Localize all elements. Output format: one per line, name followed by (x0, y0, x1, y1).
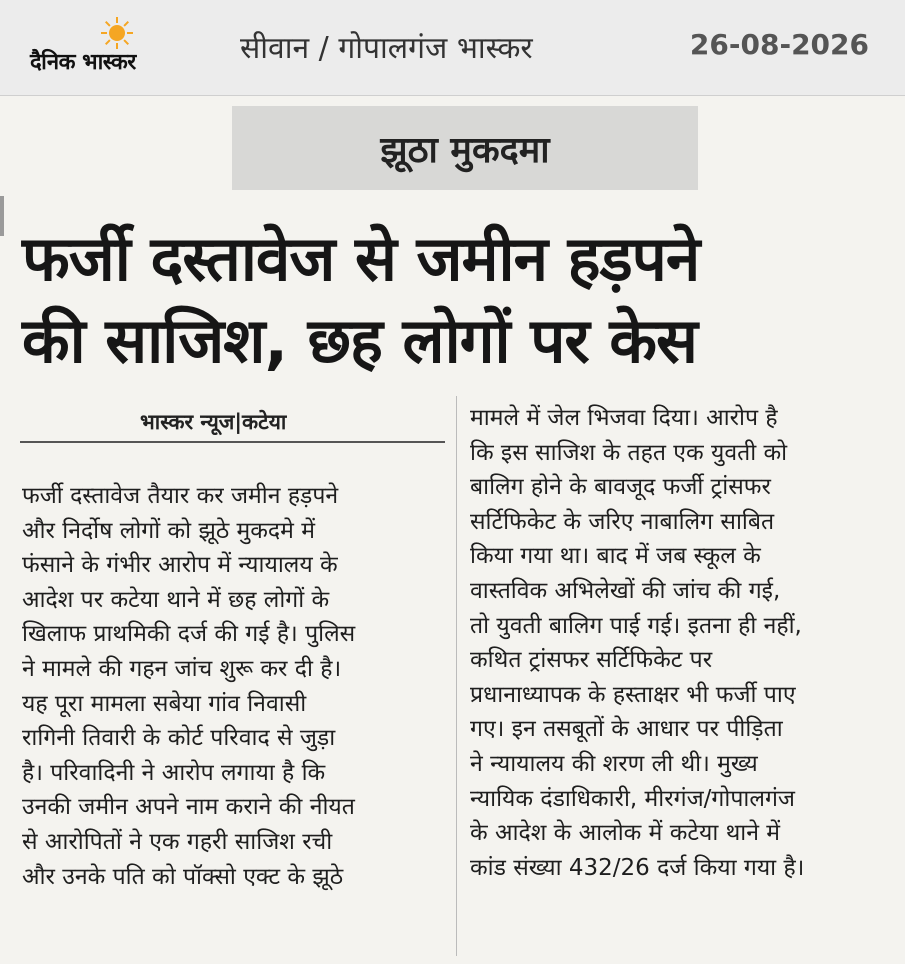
article-byline: भास्कर न्यूज|कटेया (140, 410, 287, 434)
text-line: से आरोपितों ने एक गहरी साजिश रची (22, 828, 333, 855)
text-line: प्रधानाध्यापक के हस्ताक्षर भी फर्जी पाए (470, 681, 796, 708)
text-line: बालिग होने के बावजूद फर्जी ट्रांसफर (470, 474, 771, 501)
edition-title: सीवान / गोपालगंज भास्कर (240, 31, 533, 66)
article-kicker: झूठा मुकदमा (232, 106, 698, 190)
text-line: और उनके पति को पॉक्सो एक्ट के झूठे (22, 863, 344, 890)
text-line: सर्टिफिकेट के जरिए नाबालिग साबित (470, 508, 775, 535)
text-line: यह पूरा मामला सबेया गांव निवासी (22, 690, 307, 717)
article-right-column (470, 401, 895, 885)
article-left-column (22, 479, 447, 894)
text-line: खिलाफ प्राथमिकी दर्ज की गई है। पुलिस (22, 621, 356, 648)
text-line: है। परिवादिनी ने आरोप लगाया है कि (22, 759, 326, 786)
headline-line: फर्जी दस्तावेज से जमीन हड़पने (22, 222, 700, 295)
text-line: कथित ट्रांसफर सर्टिफिकेट पर (470, 647, 713, 674)
sun-icon (100, 16, 134, 50)
dainik-bhaskar-logo (30, 16, 205, 82)
text-line: मामले में जेल भिजवा दिया। आरोप है (470, 405, 778, 431)
headline-line: की साजिश, छह लोगों पर केस (22, 304, 697, 377)
text-line: किया गया था। बाद में जब स्कूल के (470, 543, 761, 570)
text-line: तो युवती बालिग पाई गई। इतना ही नहीं, (470, 612, 802, 639)
news-article (0, 96, 905, 964)
text-line: ने न्यायालय की शरण ली थी। मुख्य (470, 750, 758, 777)
text-line: गए। इन तसबूतों के आधार पर पीड़िता (470, 716, 783, 743)
column-divider (456, 396, 457, 956)
text-line: कि इस साजिश के तहत एक युवती को (470, 439, 788, 466)
text-line: फर्जी दस्तावेज तैयार कर जमीन हड़पने (22, 483, 339, 509)
page-edge-mark (0, 196, 4, 236)
byline-divider (20, 441, 445, 443)
text-line: और निर्दोष लोगों को झूठे मुकदमे में (22, 517, 315, 544)
text-line: न्यायिक दंडाधिकारी, मीरगंज/गोपालगंज (470, 785, 795, 812)
text-line: वास्तविक अभिलेखों की जांच की गई, (470, 577, 781, 604)
logo-text: दैनिक भास्कर (30, 50, 136, 75)
edition-date: 26-08-2026 (689, 28, 869, 61)
text-line: रागिनी तिवारी के कोर्ट परिवाद से जुड़ा (22, 725, 336, 752)
text-line: फंसाने के गंभीर आरोप में न्यायालय के (22, 552, 338, 579)
text-line: ने मामले की गहन जांच शुरू कर दी है। (22, 655, 342, 682)
text-line: कांड संख्या 432/26 दर्ज किया गया है। (470, 854, 805, 881)
article-headline (22, 218, 892, 382)
newspaper-header (0, 0, 905, 96)
text-line: आदेश पर कटेया थाने में छह लोगों के (22, 586, 330, 613)
text-line: के आदेश के आलोक में कटेया थाने में (470, 820, 781, 847)
text-line: उनकी जमीन अपने नाम कराने की नीयत (22, 794, 355, 821)
